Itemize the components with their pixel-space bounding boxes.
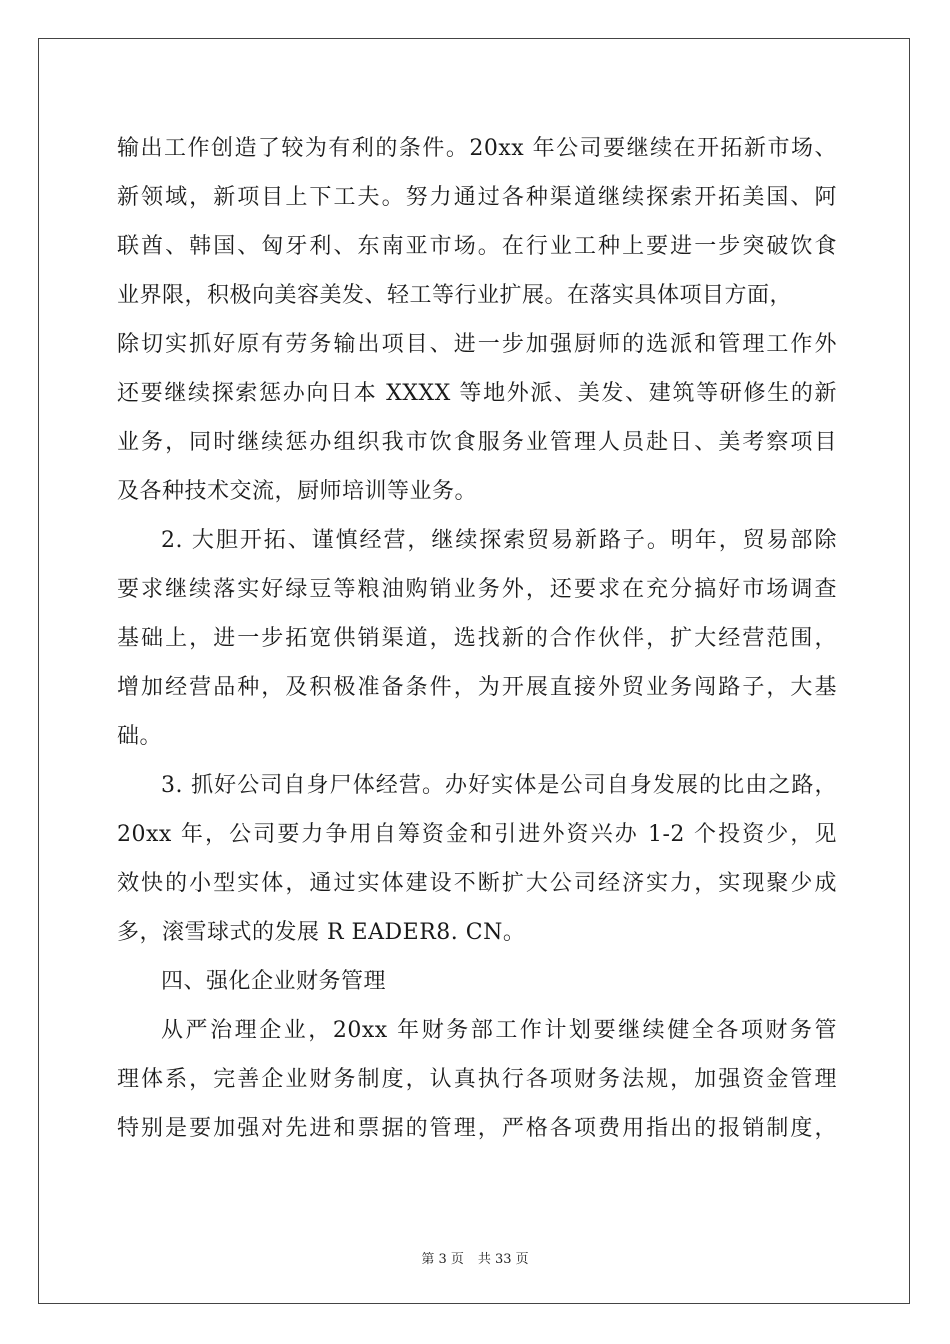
page-footer bbox=[0, 1248, 950, 1267]
text-line: 新领域，新项目上下工夫。努力通过各种渠道继续探索开拓美国、阿 bbox=[117, 185, 837, 210]
text-line: 及各种技术交流，厨师培训等业务。 bbox=[117, 479, 478, 504]
text-line: 四、强化企业财务管理 bbox=[161, 969, 387, 994]
text-line: 效快的小型实体，通过实体建设不断扩大公司经济实力，实现聚少成 bbox=[117, 871, 837, 896]
page-total: 共 33 页 bbox=[477, 1252, 529, 1267]
text-line: 3. 抓好公司自身尸体经营。办好实体是公司自身发展的比由之路， bbox=[161, 773, 837, 798]
text-line: 还要继续探索惩办向日本 XXXX 等地外派、美发、建筑等研修生的新 bbox=[117, 381, 837, 406]
text-line: 要求继续落实好绿豆等粮油购销业务外，还要求在充分搞好市场调查 bbox=[117, 577, 837, 602]
text-line: 础。 bbox=[117, 724, 163, 749]
text-line: 除切实抓好原有劳务输出项目、进一步加强厨师的选派和管理工作外 bbox=[117, 332, 837, 357]
text-line: 基础上，进一步拓宽供销渠道，选找新的合作伙伴，扩大经营范围， bbox=[117, 626, 837, 651]
text-line: 业界限，积极向美容美发、轻工等行业扩展。在落实具体项目方面， bbox=[117, 283, 793, 308]
text-line: 增加经营品种，及积极准备条件，为开展直接外贸业务闯路子，大基 bbox=[117, 675, 837, 700]
text-line: 联酋、韩国、匈牙利、东南亚市场。在行业工种上要进一步突破饮食 bbox=[117, 234, 837, 259]
text-line: 多，滚雪球式的发展 R EADER8. CN。 bbox=[117, 920, 526, 945]
text-line: 理体系，完善企业财务制度，认真执行各项财务法规，加强资金管理 bbox=[117, 1067, 837, 1092]
text-line: 2. 大胆开拓、谨慎经营，继续探索贸易新路子。明年，贸易部除 bbox=[161, 528, 837, 553]
text-line: 业务，同时继续惩办组织我市饮食服务业管理人员赴日、美考察项目 bbox=[117, 430, 837, 455]
document-body bbox=[117, 124, 837, 1153]
page-number: 第 3 页 bbox=[421, 1252, 464, 1267]
text-line: 从严治理企业，20xx 年财务部工作计划要继续健全各项财务管 bbox=[161, 1018, 837, 1043]
text-line: 输出工作创造了较为有利的条件。20xx 年公司要继续在开拓新市场、 bbox=[117, 136, 837, 161]
text-line: 20xx 年，公司要力争用自筹资金和引进外资兴办 1-2 个投资少，见 bbox=[117, 822, 837, 847]
text-line: 特别是要加强对先进和票据的管理，严格各项费用指出的报销制度， bbox=[117, 1116, 837, 1141]
